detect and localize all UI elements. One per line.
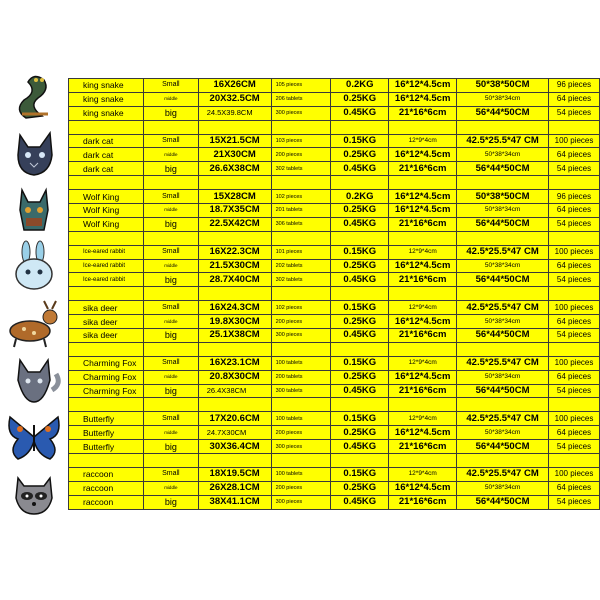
table-row [69,329,600,343]
carton-qty-cell: 64 pieces [549,370,600,384]
dimension-cell: 22.5X42CM [198,217,271,231]
size-label-cell: big [143,106,198,120]
carton-qty-cell: 54 pieces [549,440,600,454]
box-size-cell: 16*12*4.5cm [389,259,457,273]
piece-count-cell: 302 tablets [271,273,331,287]
box-size-cell: 12*9*4cm [389,301,457,315]
product-name-cell: Ice-eared rabbit [69,273,144,287]
carton-qty-cell: 100 pieces [549,245,600,259]
weight-cell: 0.45KG [331,162,389,176]
table-row [69,217,600,231]
box-size-cell: 21*16*6cm [389,217,457,231]
dimension-cell: 21X30CM [198,148,271,162]
weight-cell: 0.25KG [331,426,389,440]
carton-qty-cell: 64 pieces [549,259,600,273]
dimension-cell: 19.8X30CM [198,315,271,329]
empty-cell [143,231,198,245]
size-label-cell: Small [143,356,198,370]
box-size-cell: 21*16*6cm [389,440,457,454]
piece-count-cell: 300 pieces [271,106,331,120]
dimension-cell: 38X41.1CM [198,495,271,509]
empty-cell [69,287,144,301]
dimension-cell: 17X20.6CM [198,412,271,426]
empty-cell [69,231,144,245]
separator-row [69,120,600,134]
dimension-cell: 26.4X38CM [198,384,271,398]
empty-cell [143,342,198,356]
separator-row [69,454,600,468]
size-label-cell: middle [143,259,198,273]
empty-cell [271,120,331,134]
piece-count-cell: 102 pieces [271,301,331,315]
size-label-cell: middle [143,481,198,495]
weight-cell: 0.25KG [331,481,389,495]
box-size-cell: 16*12*4.5cm [389,204,457,218]
table-row [69,148,600,162]
table-row [69,356,600,370]
dimension-cell: 15X21.5CM [198,134,271,148]
table-row [69,481,600,495]
carton-qty-cell: 54 pieces [549,106,600,120]
weight-cell: 0.2KG [331,190,389,204]
box-size-cell: 16*12*4.5cm [389,92,457,106]
weight-cell: 0.25KG [331,370,389,384]
empty-cell [389,120,457,134]
product-name-cell: Butterfly [69,440,144,454]
product-name-cell: king snake [69,106,144,120]
piece-count-cell: 101 pieces [271,245,331,259]
dimension-cell: 26.6X38CM [198,162,271,176]
weight-cell: 0.25KG [331,92,389,106]
weight-cell: 0.15KG [331,467,389,481]
empty-cell [331,342,389,356]
product-name-cell: sika deer [69,329,144,343]
product-name-cell: Wolf King [69,204,144,218]
carton-size-cell: 50*38*50CM [457,190,549,204]
table-row [69,134,600,148]
product-name-cell: Wolf King [69,190,144,204]
weight-cell: 0.15KG [331,301,389,315]
carton-size-cell: 50*38*34cm [457,92,549,106]
box-size-cell: 21*16*6cm [389,384,457,398]
table-row [69,92,600,106]
piece-count-cell: 200 tablets [271,370,331,384]
piece-count-cell: 100 tablets [271,412,331,426]
dimension-cell: 20X32.5CM [198,92,271,106]
piece-count-cell: 105 pieces [271,79,331,93]
carton-size-cell: 50*38*34cm [457,370,549,384]
box-size-cell: 21*16*6cm [389,106,457,120]
carton-qty-cell: 54 pieces [549,162,600,176]
table-row [69,79,600,93]
box-size-cell: 21*16*6cm [389,495,457,509]
product-name-cell: Ice-eared rabbit [69,245,144,259]
size-label-cell: middle [143,204,198,218]
carton-size-cell: 42.5*25.5*47 CM [457,467,549,481]
separator-row [69,176,600,190]
size-label-cell: big [143,384,198,398]
carton-qty-cell: 64 pieces [549,481,600,495]
dimension-cell: 16X22.3CM [198,245,271,259]
box-size-cell: 16*12*4.5cm [389,370,457,384]
weight-cell: 0.25KG [331,204,389,218]
separator-row [69,342,600,356]
piece-count-cell: 100 tablets [271,356,331,370]
empty-cell [457,454,549,468]
carton-size-cell: 50*38*34cm [457,426,549,440]
box-size-cell: 12*9*4cm [389,467,457,481]
size-label-cell: big [143,273,198,287]
size-label-cell: Small [143,79,198,93]
table-row [69,495,600,509]
empty-cell [549,398,600,412]
empty-cell [549,342,600,356]
separator-row [69,287,600,301]
dimension-cell: 25.1X38CM [198,329,271,343]
separator-row [69,398,600,412]
empty-cell [143,398,198,412]
carton-size-cell: 56*44*50CM [457,495,549,509]
piece-count-cell: 300 pieces [271,495,331,509]
size-label-cell: big [143,495,198,509]
carton-size-cell: 42.5*25.5*47 CM [457,134,549,148]
size-label-cell: Small [143,245,198,259]
carton-qty-cell: 64 pieces [549,426,600,440]
carton-size-cell: 56*44*50CM [457,162,549,176]
box-size-cell: 21*16*6cm [389,162,457,176]
box-size-cell: 12*9*4cm [389,412,457,426]
empty-cell [271,398,331,412]
empty-cell [389,176,457,190]
weight-cell: 0.25KG [331,148,389,162]
weight-cell: 0.45KG [331,384,389,398]
carton-size-cell: 50*38*34cm [457,148,549,162]
piece-count-cell: 200 pieces [271,315,331,329]
empty-cell [198,287,271,301]
product-name-cell: Charming Fox [69,384,144,398]
empty-cell [331,454,389,468]
carton-qty-cell: 100 pieces [549,134,600,148]
size-label-cell: middle [143,370,198,384]
product-name-cell: raccoon [69,467,144,481]
carton-size-cell: 56*44*50CM [457,273,549,287]
carton-qty-cell: 100 pieces [549,301,600,315]
piece-count-cell: 206 tablets [271,92,331,106]
empty-cell [143,176,198,190]
empty-cell [549,454,600,468]
carton-size-cell: 50*38*34cm [457,259,549,273]
raccoon-icon [4,468,64,520]
piece-count-cell: 201 tablets [271,204,331,218]
box-size-cell: 16*12*4.5cm [389,315,457,329]
cat-icon [4,127,64,179]
product-name-cell: dark cat [69,148,144,162]
piece-count-cell: 306 tablets [271,217,331,231]
weight-cell: 0.15KG [331,245,389,259]
empty-cell [549,287,600,301]
carton-size-cell: 56*44*50CM [457,106,549,120]
box-size-cell: 16*12*4.5cm [389,481,457,495]
empty-cell [143,454,198,468]
empty-cell [457,287,549,301]
empty-cell [331,176,389,190]
empty-cell [198,342,271,356]
box-size-cell: 12*9*4cm [389,356,457,370]
empty-cell [389,342,457,356]
empty-cell [69,398,144,412]
table-row [69,426,600,440]
carton-qty-cell: 54 pieces [549,329,600,343]
empty-cell [143,120,198,134]
weight-cell: 0.15KG [331,356,389,370]
piece-count-cell: 300 pieces [271,329,331,343]
product-name-cell: Charming Fox [69,370,144,384]
weight-cell: 0.2KG [331,79,389,93]
dimension-cell: 16X26CM [198,79,271,93]
carton-qty-cell: 54 pieces [549,495,600,509]
empty-cell [549,120,600,134]
empty-cell [271,287,331,301]
dimension-cell: 30X36.4CM [198,440,271,454]
empty-cell [457,176,549,190]
box-size-cell: 16*12*4.5cm [389,148,457,162]
dimension-cell: 20.8X30CM [198,370,271,384]
dimension-cell: 28.7X40CM [198,273,271,287]
box-size-cell: 16*12*4.5cm [389,79,457,93]
product-name-cell: Ice-eared rabbit [69,259,144,273]
table-row [69,204,600,218]
carton-qty-cell: 96 pieces [549,79,600,93]
weight-cell: 0.45KG [331,217,389,231]
size-label-cell: big [143,440,198,454]
empty-cell [69,342,144,356]
weight-cell: 0.45KG [331,440,389,454]
carton-qty-cell: 64 pieces [549,315,600,329]
weight-cell: 0.15KG [331,134,389,148]
empty-cell [69,120,144,134]
carton-size-cell: 42.5*25.5*47 CM [457,356,549,370]
piece-count-cell: 102 pieces [271,190,331,204]
box-size-cell: 21*16*6cm [389,273,457,287]
empty-cell [198,398,271,412]
carton-size-cell: 56*44*50CM [457,329,549,343]
box-size-cell: 12*9*4cm [389,134,457,148]
product-name-cell: Wolf King [69,217,144,231]
dimension-cell: 16X23.1CM [198,356,271,370]
deer-icon [4,297,64,349]
carton-qty-cell: 96 pieces [549,190,600,204]
size-label-cell: middle [143,426,198,440]
dimension-cell: 15X28CM [198,190,271,204]
spec-table [68,78,600,510]
size-label-cell: middle [143,148,198,162]
empty-cell [331,398,389,412]
size-label-cell: Small [143,134,198,148]
box-size-cell: 16*12*4.5cm [389,190,457,204]
table-row [69,412,600,426]
size-label-cell: big [143,329,198,343]
carton-qty-cell: 54 pieces [549,273,600,287]
carton-size-cell: 56*44*50CM [457,384,549,398]
table-row [69,384,600,398]
size-label-cell: big [143,162,198,176]
dimension-cell: 24.5X39.8CM [198,106,271,120]
carton-size-cell: 56*44*50CM [457,440,549,454]
empty-cell [271,176,331,190]
weight-cell: 0.45KG [331,329,389,343]
empty-cell [331,231,389,245]
carton-size-cell: 42.5*25.5*47 CM [457,412,549,426]
size-label-cell: big [143,217,198,231]
table-row [69,467,600,481]
empty-cell [198,454,271,468]
product-name-cell: sika deer [69,301,144,315]
dimension-cell: 18X19.5CM [198,467,271,481]
table-row [69,190,600,204]
carton-qty-cell: 64 pieces [549,148,600,162]
weight-cell: 0.45KG [331,495,389,509]
carton-size-cell: 50*38*34cm [457,481,549,495]
empty-cell [331,120,389,134]
butterfly-icon [4,411,64,463]
dimension-cell: 18.7X35CM [198,204,271,218]
empty-cell [198,231,271,245]
empty-cell [271,231,331,245]
carton-qty-cell: 100 pieces [549,412,600,426]
wolf-icon [4,184,64,236]
size-label-cell: Small [143,190,198,204]
empty-cell [198,120,271,134]
table-row [69,370,600,384]
weight-cell: 0.25KG [331,315,389,329]
carton-qty-cell: 54 pieces [549,217,600,231]
empty-cell [457,342,549,356]
piece-count-cell: 300 tablets [271,384,331,398]
table-row [69,162,600,176]
box-size-cell: 12*9*4cm [389,245,457,259]
carton-size-cell: 42.5*25.5*47 CM [457,245,549,259]
size-label-cell: middle [143,315,198,329]
table-row [69,315,600,329]
dimension-cell: 24.7X30CM [198,426,271,440]
carton-size-cell: 50*38*50CM [457,79,549,93]
product-name-cell: dark cat [69,162,144,176]
piece-count-cell: 200 pieces [271,148,331,162]
product-name-cell: sika deer [69,315,144,329]
empty-cell [271,454,331,468]
weight-cell: 0.25KG [331,259,389,273]
empty-cell [389,398,457,412]
rabbit-icon [4,240,64,292]
piece-count-cell: 200 pieces [271,426,331,440]
piece-count-cell: 300 pieces [271,440,331,454]
piece-count-cell: 302 tablets [271,162,331,176]
size-label-cell: Small [143,412,198,426]
table-row [69,301,600,315]
empty-cell [457,231,549,245]
empty-cell [389,454,457,468]
size-label-cell: middle [143,92,198,106]
product-name-cell: dark cat [69,134,144,148]
product-name-cell: king snake [69,79,144,93]
product-name-cell: Butterfly [69,412,144,426]
box-size-cell: 16*12*4.5cm [389,426,457,440]
empty-cell [457,120,549,134]
table-row [69,106,600,120]
product-name-cell: raccoon [69,481,144,495]
empty-cell [331,287,389,301]
dimension-cell: 21.5X30CM [198,259,271,273]
product-name-cell: king snake [69,92,144,106]
piece-count-cell: 202 tablets [271,259,331,273]
carton-qty-cell: 100 pieces [549,356,600,370]
empty-cell [271,342,331,356]
table-row [69,273,600,287]
empty-cell [69,176,144,190]
empty-cell [69,454,144,468]
carton-qty-cell: 64 pieces [549,204,600,218]
empty-cell [549,231,600,245]
carton-size-cell: 50*38*34cm [457,204,549,218]
table-row [69,440,600,454]
table-row [69,245,600,259]
carton-qty-cell: 64 pieces [549,92,600,106]
carton-size-cell: 42.5*25.5*47 CM [457,301,549,315]
weight-cell: 0.45KG [331,273,389,287]
fox-icon [4,354,64,406]
piece-count-cell: 200 pieces [271,481,331,495]
product-name-cell: Butterfly [69,426,144,440]
carton-size-cell: 50*38*34cm [457,315,549,329]
separator-row [69,231,600,245]
table-row [69,259,600,273]
weight-cell: 0.15KG [331,412,389,426]
carton-size-cell: 56*44*50CM [457,217,549,231]
size-label-cell: Small [143,467,198,481]
snake-icon [4,70,64,122]
empty-cell [389,287,457,301]
dimension-cell: 26X28.1CM [198,481,271,495]
carton-qty-cell: 100 pieces [549,467,600,481]
piece-count-cell: 100 tablets [271,467,331,481]
empty-cell [198,176,271,190]
empty-cell [389,231,457,245]
product-name-cell: Charming Fox [69,356,144,370]
size-label-cell: Small [143,301,198,315]
piece-count-cell: 103 pieces [271,134,331,148]
product-name-cell: raccoon [69,495,144,509]
weight-cell: 0.45KG [331,106,389,120]
empty-cell [457,398,549,412]
box-size-cell: 21*16*6cm [389,329,457,343]
carton-qty-cell: 54 pieces [549,384,600,398]
empty-cell [549,176,600,190]
empty-cell [143,287,198,301]
dimension-cell: 16X24.3CM [198,301,271,315]
